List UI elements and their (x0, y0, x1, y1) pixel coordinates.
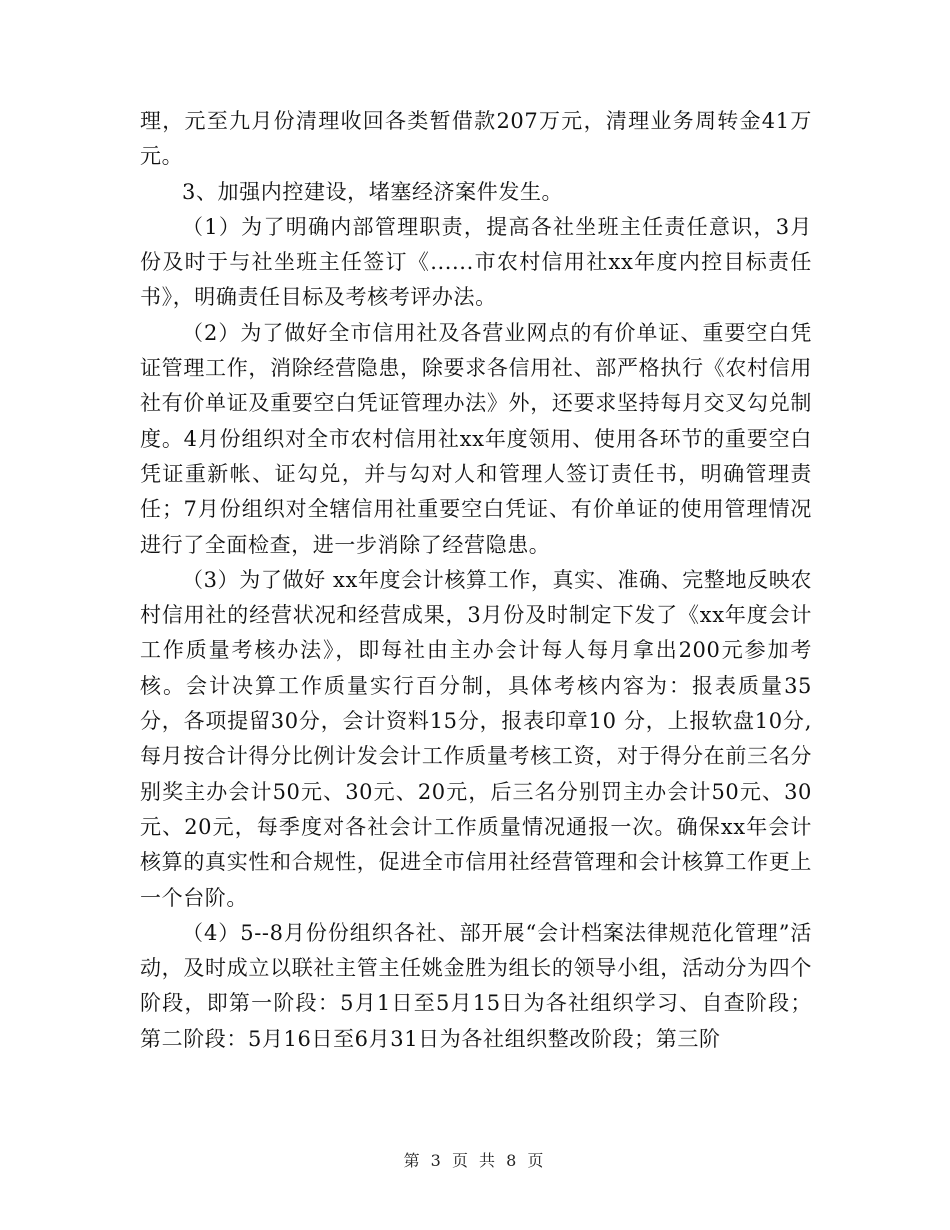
paragraph-item-1: （1）为了明确内部管理职责，提高各社坐班主任责任意识，3月份及时于与社坐班主任签订《......市农村信用社xx年度内控目标责任书》，明确责任目标及考核考评办法。 (140, 214, 812, 310)
paragraph-section-heading: 3、加强内控建设，堵塞经济案件发生。 (182, 179, 564, 204)
paragraph-continuation: 理，元至九月份清理收回各类暂借款207万元，清理业务周转金41万元。 (140, 109, 812, 169)
paragraph-item-4: （4）5--8月份份组织各社、部开展“会计档案法律规范化管理”活动，及时成立以联社主管主任姚金胜为组长的领导小组，活动分为四个阶段，即第一阶段：5月1日至5月15日为各社组织学习、自查阶段；第二阶段：5月16日至6月31日为各社组织整改阶段；第三阶 (140, 920, 812, 1051)
paragraph-item-3: （3）为了做好 xx年度会计核算工作，真实、准确、完整地反映农村信用社的经营状况和经营成果，3月份及时制定下发了《xx年度会计工作质量考核办法》，即每社由主办会计每人每月拿出200元参加考核。会计决算工作质量实行百分制，具体考核内容为：报表质量35分，各项提留30分，会计资料15分，报表印章10 分，上报软盘10分,每月按合计得分比例计发会计工作质量考核工资，对于得分在前三名分别奖主办会计50元、30元、20元，后三名分别罚主办会计50元、30元、20元，每季度对各社会计工作质量情况通报一次。确保xx年会计核算的真实性和合规性，促进全市信用社经营管理和会计核算工作更上一个台阶。 (140, 567, 812, 910)
page-number-footer: 第 3 页 共 8 页 (403, 1151, 547, 1170)
paragraph-item-2: （2）为了做好全市信用社及各营业网点的有价单证、重要空白凭证管理工作，消除经营隐患，除要求各信用社、部严格执行《农村信用社有价单证及重要空白凭证管理办法》外，还要求坚持每月交叉勾兑制度。4月份组织对全市农村信用社xx年度领用、使用各环节的重要空白凭证重新帐、证勾兑，并与勾对人和管理人签订责任书，明确管理责任；7月份组织对全辖信用社重要空白凭证、有价单证的使用管理情况进行了全面检查，进一步消除了经营隐患。 (140, 320, 812, 557)
document-body (140, 104, 812, 1057)
